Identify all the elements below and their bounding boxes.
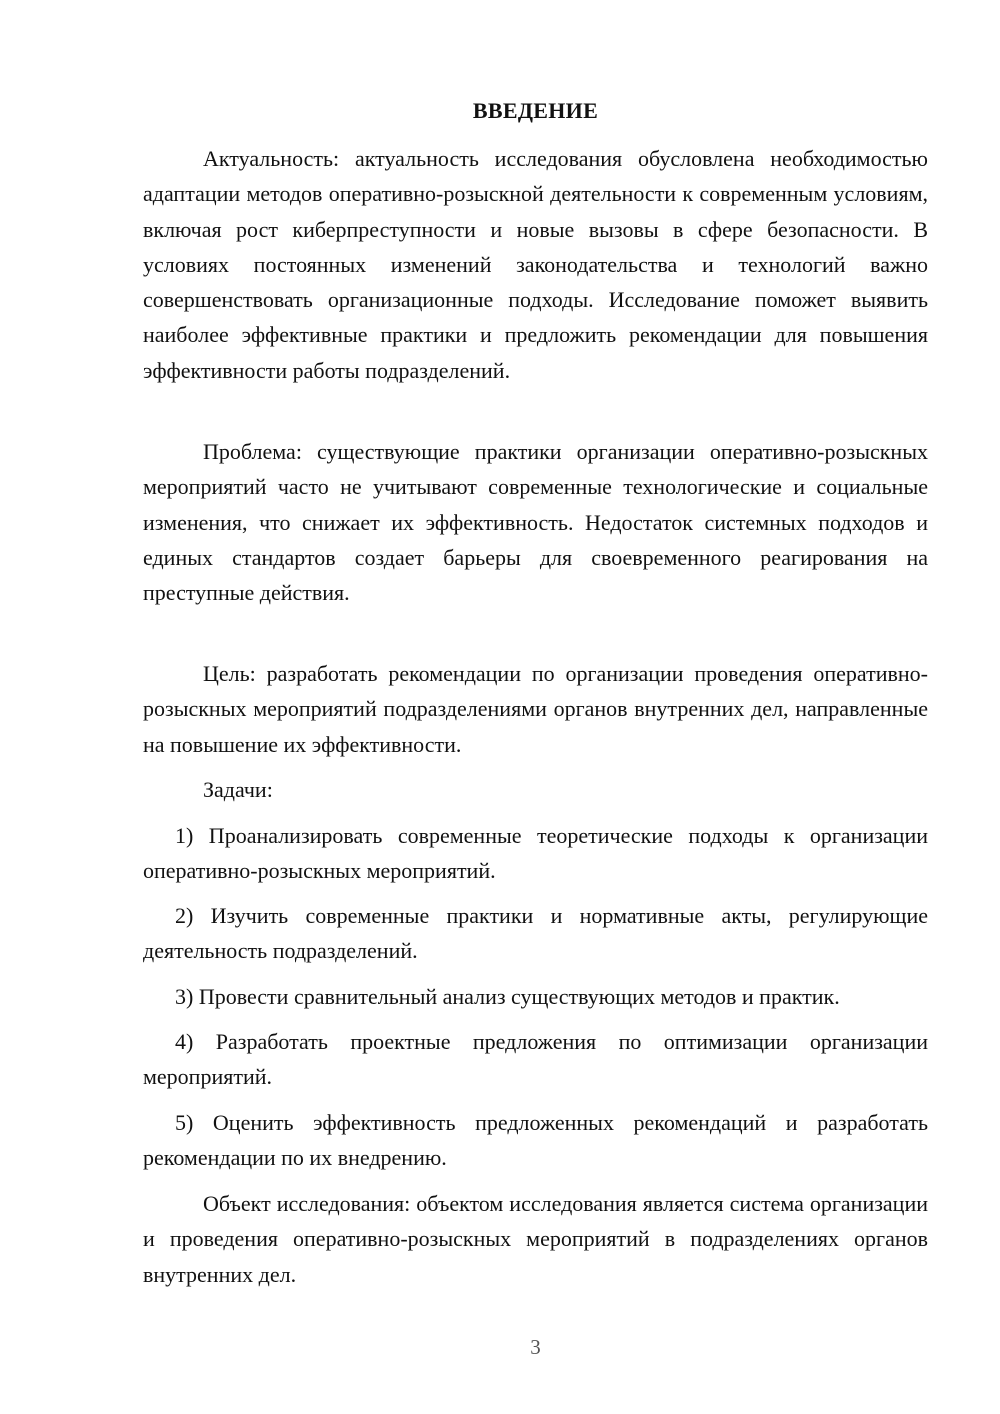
task-item-2: 2) Изучить современные практики и нормативные акты, регулирующие деятельность подразделений. <box>143 903 928 964</box>
task-item-3: 3) Провести сравнительный анализ существующих методов и практик. <box>175 984 840 1009</box>
tasks-heading: Задачи: <box>203 777 273 802</box>
paragraph-relevance: Актуальность: актуальность исследования обусловлена необходимостью адаптации методов оперативно-розыскной деятельности к современным условиям, включая рост киберпреступности и новые вызовы в сфере безопасности. В условиях постоянных изменений законодательства и технологий важно совершенствовать организационные подходы. Исследование поможет выявить наиболее эффективные практики и предложить рекомендации для повышения эффективности работы подразделений. <box>143 146 928 383</box>
paragraph-problem: Проблема: существующие практики организации оперативно-розыскных мероприятий часто не учитывают современные технологические и социальные изменения, что снижает их эффективность. Недостаток системных подходов и единых стандартов создает барьеры для своевременного реагирования на преступные действия. <box>143 439 928 606</box>
section-title: ВВЕДЕНИЕ <box>472 98 599 123</box>
paragraph-object: Объект исследования: объектом исследования является система организации и проведения оперативно-розыскных мероприятий в подразделениях органов внутренних дел. <box>143 1191 928 1287</box>
paragraph-goal: Цель: разработать рекомендации по организации проведения оперативно-розыскных мероприятий подразделениями органов внутренних дел, направленные на повышение их эффективности. <box>143 661 928 757</box>
page-number: 3 <box>530 1335 541 1359</box>
task-item-5: 5) Оценить эффективность предложенных рекомендаций и разработать рекомендации по их внедрению. <box>143 1110 928 1171</box>
task-item-4: 4) Разработать проектные предложения по оптимизации организации мероприятий. <box>143 1029 928 1090</box>
task-item-1: 1) Проанализировать современные теоретические подходы к организации оперативно-розыскных мероприятий. <box>143 823 928 884</box>
